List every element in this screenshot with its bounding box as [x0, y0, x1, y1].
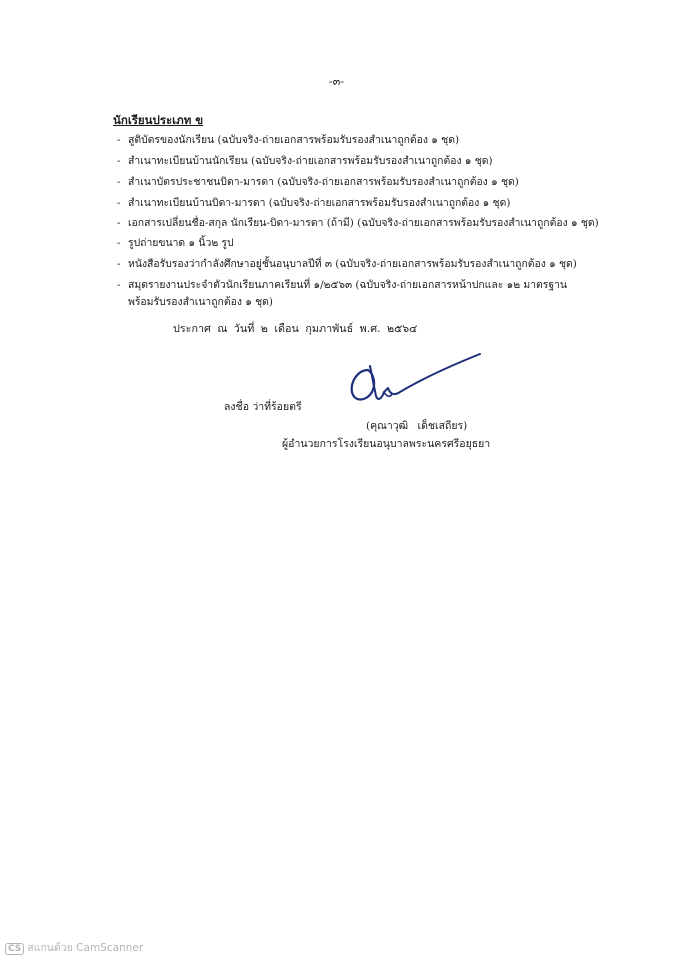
signature-icon — [340, 348, 490, 412]
list-item-text: สำเนาบัตรประชาชนบิดา-มารดา (ฉบับจริง-ถ่ายเอกสารพร้อมรับรองสำเนาถูกต้อง ๑ ชุด) — [128, 176, 519, 188]
list-item: - เอกสารเปลี่ยนชื่อ-สกุล นักเรียน-บิดา-มารดา (ถ้ามี) (ฉบับจริง-ถ่ายเอกสารพร้อมรับรองสำเนาถูกต้อง ๑ ชุด) — [117, 217, 599, 229]
section-heading: นักเรียนประเภท ข — [113, 113, 204, 127]
signer-title: ผู้อำนวยการโรงเรียนอนุบาลพระนครศรีอยุธยา — [282, 438, 491, 450]
announcement-date: ประกาศ ณ วันที่ ๒ เดือน กุมภาพันธ์ พ.ศ. ๒๕๖๔ — [173, 322, 418, 335]
list-item-text: สำเนาทะเบียนบ้านนักเรียน (ฉบับจริง-ถ่ายเอกสารพร้อมรับรองสำเนาถูกต้อง ๑ ชุด) — [128, 155, 493, 167]
list-item: - สูติบัตรของนักเรียน (ฉบับจริง-ถ่ายเอกสารพร้อมรับรองสำเนาถูกต้อง ๑ ชุด) — [117, 134, 460, 146]
list-item-text: รูปถ่ายขนาด ๑ นิ้ว๒ รูป — [128, 237, 234, 249]
list-item-text: สมุดรายงานประจำตัวนักเรียนภาคเรียนที่ ๑/๒๕๖๓ (ฉบับจริง-ถ่ายเอกสารหน้าปกและ ๑๒ มาตรฐาน — [128, 279, 568, 291]
watermark-text: สแกนด้วย CamScanner — [27, 942, 144, 954]
signer-name: (คุณาวุฒิ เด็ชเสถียร) — [366, 420, 468, 432]
list-item-text: สูติบัตรของนักเรียน (ฉบับจริง-ถ่ายเอกสารพร้อมรับรองสำเนาถูกต้อง ๑ ชุด) — [128, 134, 460, 146]
list-item: - สำเนาทะเบียนบ้านบิดา-มารดา (ฉบับจริง-ถ่ายเอกสารพร้อมรับรองสำเนาถูกต้อง ๑ ชุด) — [117, 197, 511, 209]
list-item-text: เอกสารเปลี่ยนชื่อ-สกุล นักเรียน-บิดา-มารดา (ถ้ามี) (ฉบับจริง-ถ่ายเอกสารพร้อมรับรองสำเนาถูกต้อง ๑ ชุด) — [128, 217, 599, 229]
list-item: - สมุดรายงานประจำตัวนักเรียนภาคเรียนที่ ๑/๒๕๖๓ (ฉบับจริง-ถ่ายเอกสารหน้าปกและ ๑๒ มาตรฐาน พร้อมรับรองสำเนาถูกต้อง ๑ ชุด) — [117, 277, 567, 311]
camscanner-logo-icon: CS — [5, 943, 24, 955]
list-item: - หนังสือรับรองว่ากำลังศึกษาอยู่ชั้นอนุบาลปีที่ ๓ (ฉบับจริง-ถ่ายเอกสารพร้อมรับรองสำเนาถูกต้อง ๑ ชุด) — [117, 258, 577, 270]
signature-label: ลงชื่อ ว่าที่ร้อยตรี — [224, 401, 302, 413]
list-item: - รูปถ่ายขนาด ๑ นิ้ว๒ รูป — [117, 237, 234, 249]
camscanner-watermark — [5, 939, 143, 956]
list-item-continuation: พร้อมรับรองสำเนาถูกต้อง ๑ ชุด) — [128, 296, 273, 308]
page-number: -๓- — [329, 75, 344, 88]
list-item-text: สำเนาทะเบียนบ้านบิดา-มารดา (ฉบับจริง-ถ่ายเอกสารพร้อมรับรองสำเนาถูกต้อง ๑ ชุด) — [128, 197, 511, 209]
list-item-text: หนังสือรับรองว่ากำลังศึกษาอยู่ชั้นอนุบาลปีที่ ๓ (ฉบับจริง-ถ่ายเอกสารพร้อมรับรองสำเนาถูกต้อง ๑ ชุด) — [128, 258, 577, 270]
list-item: - สำเนาทะเบียนบ้านนักเรียน (ฉบับจริง-ถ่ายเอกสารพร้อมรับรองสำเนาถูกต้อง ๑ ชุด) — [117, 155, 493, 167]
list-item: - สำเนาบัตรประชาชนบิดา-มารดา (ฉบับจริง-ถ่ายเอกสารพร้อมรับรองสำเนาถูกต้อง ๑ ชุด) — [117, 176, 519, 188]
